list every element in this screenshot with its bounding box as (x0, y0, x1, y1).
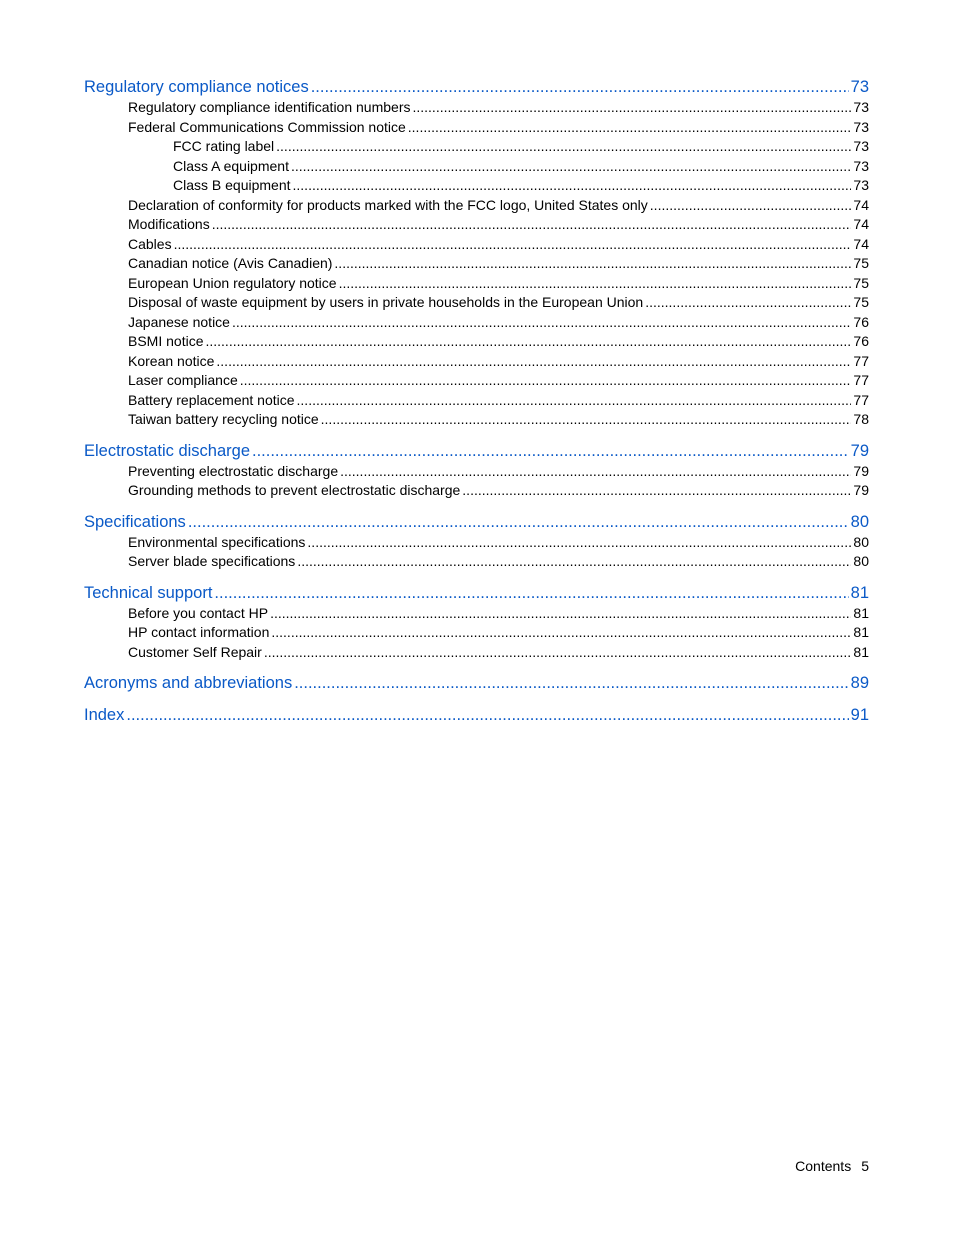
toc-section (84, 672, 869, 694)
toc-entry-link[interactable] (84, 643, 869, 663)
toc-entry-link[interactable] (84, 293, 869, 313)
toc-entry-link[interactable] (84, 462, 869, 482)
toc-entry-title: Laser compliance (128, 372, 238, 388)
toc-entry-title: Before you contact HP (128, 604, 269, 621)
dot-leader (408, 118, 852, 138)
toc-entry-title: HP contact information (128, 624, 270, 640)
dot-leader (462, 481, 851, 501)
dot-leader (240, 371, 852, 391)
dot-leader (271, 623, 851, 643)
dot-leader (270, 604, 851, 624)
toc-entry-title: FCC rating label (173, 138, 275, 154)
dot-leader (294, 672, 848, 694)
dot-leader (276, 137, 851, 157)
toc-entry-link[interactable] (84, 623, 869, 643)
dot-leader (297, 391, 852, 411)
toc-section (84, 704, 869, 726)
toc-entry-title: Customer Self Repair (128, 643, 262, 660)
toc-entry-title: BSMI notice (128, 333, 204, 349)
toc-entry-page: 79 (850, 441, 869, 460)
toc-entry-title: Declaration of conformity for products marked with the FCC logo, United States only (128, 196, 648, 213)
dot-leader (297, 552, 851, 572)
toc-chapter-link[interactable] (84, 511, 869, 533)
toc-entry-page: 75 (853, 255, 869, 271)
toc-entry-page: 73 (853, 138, 869, 154)
dot-leader (212, 215, 852, 235)
toc-entry-title: Electrostatic discharge (84, 441, 250, 460)
toc-entry-page: 80 (853, 533, 869, 550)
toc-entry-page: 80 (850, 512, 869, 531)
toc-entry-title: Japanese notice (128, 313, 230, 330)
toc-entry-page: 73 (853, 177, 869, 193)
toc-entry-title: European Union regulatory notice (128, 274, 337, 291)
dot-leader (339, 274, 852, 294)
page-footer (795, 1158, 869, 1174)
toc-entry-link[interactable] (84, 604, 869, 624)
toc-section (84, 440, 869, 501)
toc-entry-title: Federal Communications Commission notice (128, 118, 406, 135)
toc-entry-link[interactable] (84, 274, 869, 294)
toc-entry-title: Preventing electrostatic discharge (128, 462, 339, 479)
toc-entry-page: 76 (853, 333, 869, 349)
toc-entry-link[interactable] (84, 118, 869, 138)
toc-entry-title: Grounding methods to prevent electrostatic discharge (128, 482, 461, 498)
toc-entry-link[interactable] (84, 254, 869, 274)
dot-leader (291, 157, 851, 177)
toc-entry-title: Environmental specifications (128, 533, 306, 550)
dot-leader (293, 176, 852, 196)
toc-entry-link[interactable] (84, 533, 869, 553)
toc-chapter-link[interactable] (84, 440, 869, 462)
dot-leader (205, 332, 851, 352)
toc-entry-page: 77 (853, 352, 869, 369)
toc-entry-title: Korean notice (128, 352, 215, 369)
toc-entry-title: Taiwan battery recycling notice (128, 411, 319, 427)
toc-entry-link[interactable] (84, 157, 869, 177)
toc-entry-title: Battery replacement notice (128, 391, 295, 408)
toc-entry-page: 73 (853, 157, 869, 174)
toc-entry-link[interactable] (84, 313, 869, 333)
dot-leader (650, 196, 852, 216)
dot-leader (214, 582, 848, 604)
footer-page-number: 5 (861, 1158, 869, 1174)
toc-entry-page: 74 (853, 216, 869, 232)
dot-leader (252, 440, 849, 462)
toc-entry-page: 79 (853, 482, 869, 498)
toc-entry-link[interactable] (84, 410, 869, 430)
dot-leader (126, 704, 848, 726)
toc-section (84, 582, 869, 663)
toc-entry-link[interactable] (84, 552, 869, 572)
toc-entry-page: 74 (853, 196, 869, 213)
toc-entry-title: Index (84, 706, 125, 724)
toc-entry-page: 80 (853, 553, 869, 569)
toc-entry-link[interactable] (84, 371, 869, 391)
toc-entry-link[interactable] (84, 352, 869, 372)
toc-entry-title: Disposal of waste equipment by users in private households in the European Union (128, 294, 644, 310)
toc-chapter-link[interactable] (84, 582, 869, 604)
dot-leader (216, 352, 851, 372)
footer-label: Contents (795, 1158, 852, 1174)
dot-leader (232, 313, 851, 333)
toc-entry-link[interactable] (84, 215, 869, 235)
dot-leader (334, 254, 851, 274)
toc-section (84, 76, 869, 430)
toc-entry-page: 89 (850, 674, 869, 692)
toc-entry-title: Specifications (84, 512, 186, 531)
toc-entry-link[interactable] (84, 391, 869, 411)
toc-entry-title: Cables (128, 235, 172, 252)
dot-leader (321, 410, 852, 430)
toc-entry-title: Technical support (84, 583, 213, 602)
toc-entry-title: Acronyms and abbreviations (84, 674, 293, 692)
toc-entry-link[interactable] (84, 196, 869, 216)
toc-entry-title: Class A equipment (173, 157, 289, 174)
dot-leader (307, 533, 851, 553)
toc-entry-link[interactable] (84, 137, 869, 157)
toc-entry-page: 73 (853, 99, 869, 115)
toc-entry-page: 76 (853, 313, 869, 330)
dot-leader (645, 293, 851, 313)
toc-entry-title: Modifications (128, 216, 210, 232)
toc-entry-page: 81 (853, 643, 869, 660)
toc-entry-link[interactable] (84, 332, 869, 352)
toc-entry-link[interactable] (84, 176, 869, 196)
toc-entry-title: Regulatory compliance notices (84, 78, 309, 96)
toc-entry-page: 81 (853, 624, 869, 640)
toc-entry-page: 78 (853, 411, 869, 427)
toc-chapter-link[interactable] (84, 672, 869, 694)
toc-entry-page: 77 (853, 391, 869, 408)
toc-entry-page: 73 (853, 118, 869, 135)
toc-chapter-link[interactable] (84, 76, 869, 98)
toc-entry-page: 74 (853, 235, 869, 252)
toc-entry-page: 81 (853, 604, 869, 621)
dot-leader (311, 76, 849, 98)
toc-entry-title: Canadian notice (Avis Canadien) (128, 255, 333, 271)
toc-entry-link[interactable] (84, 98, 869, 118)
toc-entry-page: 73 (850, 78, 869, 96)
dot-leader (412, 98, 851, 118)
toc-entry-link[interactable] (84, 481, 869, 501)
toc-section (84, 511, 869, 572)
toc-entry-link[interactable] (84, 235, 869, 255)
toc-entry-page: 77 (853, 372, 869, 388)
table-of-contents (84, 76, 869, 736)
dot-leader (264, 643, 852, 663)
toc-entry-title: Class B equipment (173, 177, 291, 193)
toc-entry-page: 75 (853, 274, 869, 291)
dot-leader (188, 511, 849, 533)
toc-entry-title: Regulatory compliance identification numbers (128, 99, 411, 115)
toc-entry-page: 91 (850, 706, 869, 724)
toc-chapter-link[interactable] (84, 704, 869, 726)
dot-leader (340, 462, 851, 482)
dot-leader (174, 235, 852, 255)
toc-entry-page: 79 (853, 462, 869, 479)
toc-entry-page: 75 (853, 294, 869, 310)
toc-entry-page: 81 (850, 583, 869, 602)
toc-entry-title: Server blade specifications (128, 553, 296, 569)
